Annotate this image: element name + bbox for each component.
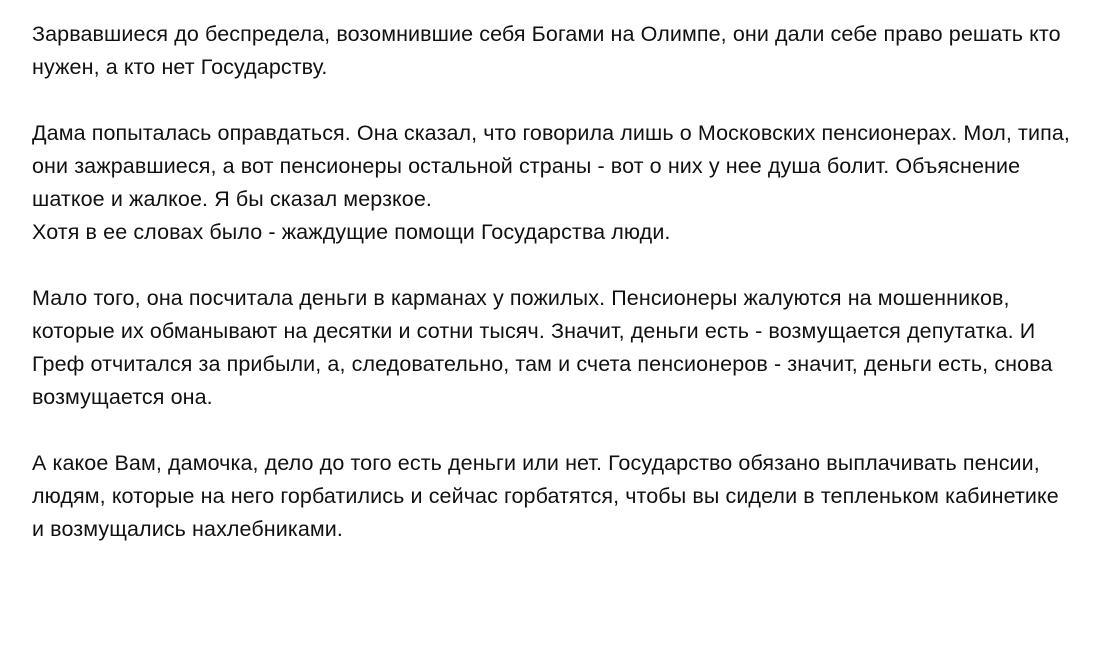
paragraph-3: Хотя в ее словах было - жаждущие помощи Государства люди. (32, 220, 671, 244)
paragraph-5: А какое Вам, дамочка, дело до того есть деньги или нет. Государство обязано выплачивать пенсии, людям, которые на него горбатились и сейчас горбатятся, чтобы вы сидели в тепленьком кабинетике и возмущались нахлебниками. (32, 451, 1065, 541)
paragraph-1: Зарвавшиеся до беспредела, возомнившие себя Богами на Олимпе, они дали себе право решать кто нужен, а кто нет Государству. (32, 22, 1067, 79)
paragraph-4: Мало того, она посчитала деньги в карманах у пожилых. Пенсионеры жалуются на мошенников, которые их обманывают на десятки и сотни тысяч. Значит, деньги есть - возмущается депутатка. И Греф отчитался за прибыли, а, следовательно, там и счета пенсионеров - значит, деньги есть, снова возмущается она. (32, 286, 1059, 409)
paragraph-spacer (32, 249, 1072, 282)
paragraph-spacer (32, 84, 1072, 117)
paragraph-2: Дама попыталась оправдаться. Она сказал, что говорила лишь о Московских пенсионерах. Мол, типа, они зажравшиеся, а вот пенсионеры остальной страны - вот о них у нее душа болит. Объяснение шаткое и жалкое. Я бы сказал мерзкое. (32, 121, 1077, 211)
paragraph-spacer (32, 414, 1072, 447)
